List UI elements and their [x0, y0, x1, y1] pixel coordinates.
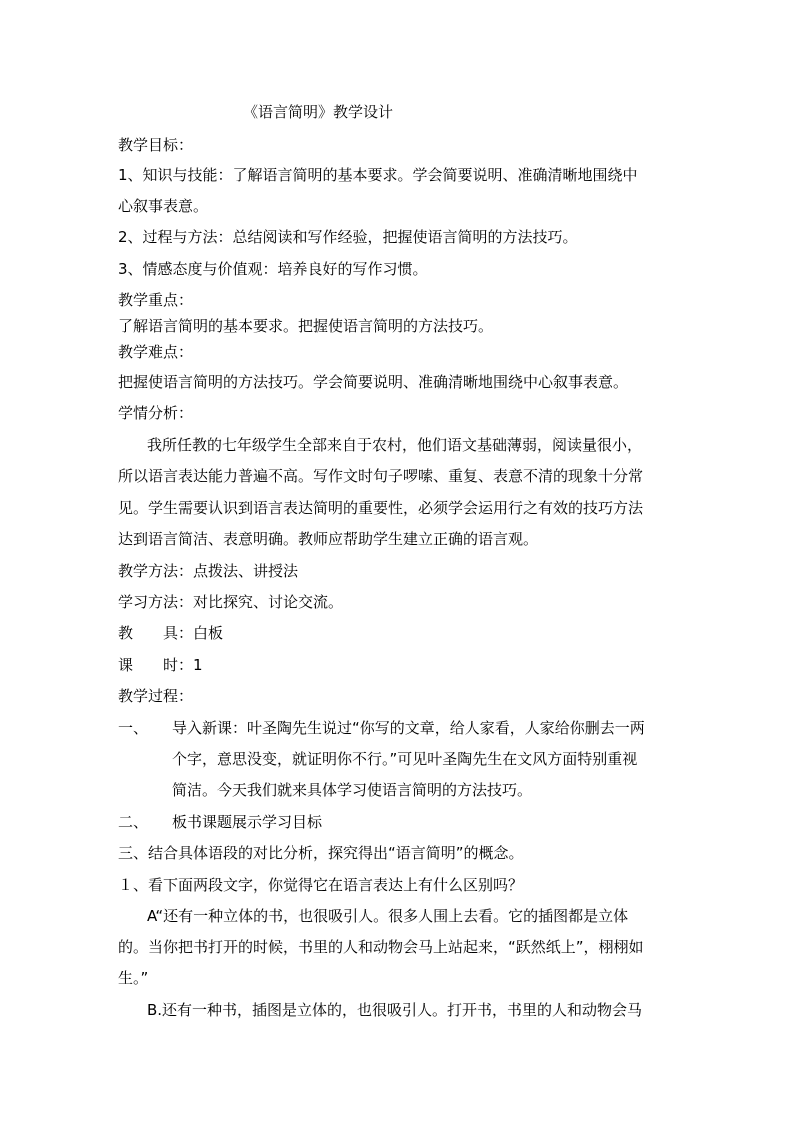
step-2-text: 板书课题展示学习目标	[172, 813, 323, 831]
goal-1-line-2: 心叙事表意。	[118, 197, 209, 215]
passage-b-line-1: B.还有一种书，插图是立体的，也很吸引人。打开书，书里的人和动物会马	[147, 1001, 643, 1019]
goal-3: 3、情感态度与价值观：培养良好的写作习惯。	[118, 260, 428, 278]
goal-1-line-1: 1、知识与技能：了解语言简明的基本要求。学会简要说明、准确清晰地围绕中	[118, 166, 638, 184]
step-1-number: 一、	[118, 719, 149, 737]
passage-a-line-2: 的。当你把书打开的时候，书里的人和动物会马上站起来，“跃然纸上”，栩栩如	[118, 938, 644, 956]
passage-a-line-3: 生。”	[118, 969, 149, 987]
step-1-line-1: 导入新课：叶圣陶先生说过“你写的文章，给人家看，人家给你删去一两	[172, 719, 645, 737]
difficulty-heading: 教学难点：	[118, 343, 194, 361]
step-1-line-3: 简洁。今天我们就来具体学习使语言简明的方法技巧。	[172, 781, 533, 799]
question-1: １、看下面两段文字，你觉得它在语言表达上有什么区别吗？	[118, 876, 524, 894]
learning-method: 学习方法：对比探究、讨论交流。	[118, 593, 344, 611]
analysis-heading: 学情分析：	[118, 404, 194, 422]
step-2-number: 二、	[118, 813, 149, 831]
goals-heading: 教学目标：	[118, 136, 194, 154]
document-title: 《语言简明》教学设计	[243, 103, 394, 121]
class-hours: 课 时：1	[118, 656, 203, 674]
analysis-line-2: 所以语言表达能力普遍不高。写作文时句子啰嗦、重复、表意不清的现象十分常	[118, 467, 644, 485]
focus-heading: 教学重点：	[118, 291, 194, 309]
step-1-line-2: 个字，意思没变，就证明你不行。”可见叶圣陶先生在文风方面特别重视	[172, 750, 638, 768]
focus-text: 了解语言简明的基本要求。把握使语言简明的方法技巧。	[118, 317, 494, 335]
passage-a-line-1: A“还有一种立体的书，也很吸引人。很多人围上去看。它的插图都是立体	[147, 907, 629, 925]
process-heading: 教学过程：	[118, 687, 194, 705]
teaching-method: 教学方法：点拨法、讲授法	[118, 562, 299, 580]
analysis-line-4: 达到语言简洁、表意明确。教师应帮助学生建立正确的语言观。	[118, 530, 539, 548]
teaching-tools: 教 具：白板	[118, 624, 224, 642]
difficulty-text: 把握使语言简明的方法技巧。学会简要说明、准确清晰地围绕中心叙事表意。	[118, 373, 629, 391]
step-3: 三、结合具体语段的对比分析，探究得出“语言简明”的概念。	[118, 844, 524, 862]
goal-2: 2、过程与方法：总结阅读和写作经验，把握使语言简明的方法技巧。	[118, 228, 578, 246]
analysis-line-3: 见。学生需要认识到语言表达简明的重要性，必须学会运用行之有效的技巧方法	[118, 499, 644, 517]
analysis-line-1: 我所任教的七年级学生全部来自于农村，他们语文基础薄弱，阅读量很小，	[147, 436, 643, 454]
